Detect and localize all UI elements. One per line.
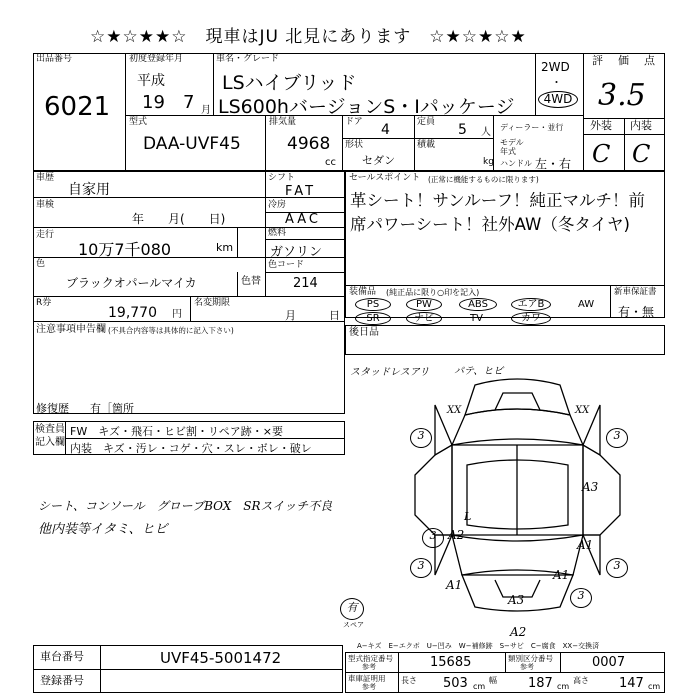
rec-expiry-label: 名変期限	[194, 298, 231, 308]
mark-a1-right: A1	[577, 538, 594, 552]
notes-label: 注意事項申告欄	[36, 324, 106, 335]
chassis-value: UVF45-5001472	[160, 649, 282, 667]
int-label: 内装	[630, 119, 652, 132]
load-unit: kg	[483, 157, 494, 167]
dealer-label: ディーラー・並行	[500, 123, 564, 132]
mark-3-rr: 3	[606, 558, 628, 578]
load-label: 積載	[417, 140, 436, 150]
drive-4wd-circle	[538, 91, 578, 108]
ext-score: C	[592, 140, 611, 168]
mark-a1-left: A1	[446, 578, 463, 592]
mark-l: L	[464, 510, 472, 523]
sales-text: 革シート！サンルーフ！純正マルチ！前席パワーシート！社外AW（冬タイヤ)	[350, 191, 645, 234]
length-label: 長さ	[401, 676, 417, 685]
color-code: 214	[293, 276, 318, 291]
model-label: 型式	[129, 117, 148, 127]
inspector-row-1: FW キズ・飛石・ヒビ割・リペア跡・×要	[70, 425, 283, 438]
mileage-label: 走行	[36, 230, 55, 240]
disp-unit: cc	[325, 157, 336, 168]
drive-2wd: 2WD	[541, 60, 570, 74]
mileage-unit: km	[216, 241, 234, 254]
inspector-row-2: 内装 キズ・汚レ・コゲ・穴・スレ・ボレ・破レ	[70, 442, 312, 455]
car-diagram	[395, 375, 640, 630]
car-grade: LS600hバージョンS・Iパッケージ	[218, 96, 515, 118]
equip-sr: SR	[355, 312, 391, 325]
height: 147	[619, 676, 644, 691]
unit-1: cm	[473, 682, 486, 691]
body-type: セダン	[362, 154, 396, 167]
lot-label: 出品番号	[36, 54, 73, 64]
score-value: 3.5	[598, 78, 646, 113]
history-value: 自家用	[68, 182, 110, 198]
sales-label: セールスポイント	[349, 173, 421, 183]
drive-dot: ・	[551, 76, 562, 89]
ext-label: 外装	[590, 119, 612, 132]
handle-label: ハンドル	[500, 159, 532, 168]
hand-top-2: パテ、ヒビ	[454, 366, 504, 377]
color-change-label: 色替	[241, 276, 261, 287]
length: 503	[443, 676, 468, 691]
first-reg-label: 初度登録年月	[129, 54, 184, 64]
new-car-label: 新車保証書	[614, 287, 657, 297]
regnum-label: 登録番号	[40, 674, 84, 687]
legend: A−キズ E−エクボ U−凹み W−補修跡 S−サビ C−腐食 XX−交換済	[357, 642, 600, 650]
rear-seat-label: 後日品	[349, 327, 379, 338]
door-label: ドア	[345, 117, 363, 127]
new-car-value: 有・無	[618, 305, 655, 319]
equip-airbag: エアB	[511, 298, 551, 311]
mark-3-fl: 3	[410, 428, 432, 448]
equip-aw: AW	[578, 299, 595, 310]
type-cert-label: 型式指定番号	[348, 654, 393, 663]
equip-navi: ナビ	[406, 312, 442, 325]
hand-note-1: シート、コンソール グローブBOX SRスイッチ不良	[38, 499, 333, 513]
era: 平成	[137, 73, 165, 89]
equip-pw: PW	[406, 298, 442, 311]
model-code: DAA-UVF45	[143, 134, 241, 154]
score-label: 評 価 点	[592, 54, 657, 67]
disp-label: 排気量	[269, 117, 297, 127]
unit-2: cm	[557, 682, 570, 691]
color-label: 色	[36, 259, 46, 269]
ref-3: 参考	[362, 683, 376, 691]
fuel-value: ガソリン	[270, 245, 323, 260]
mark-3-br: 3	[570, 588, 592, 608]
car-name-label: 車名・グレード	[216, 54, 280, 64]
inspection-text: 年 月( 日)	[132, 212, 226, 226]
mark-3-fr: 3	[606, 428, 628, 448]
equipment-note: (純正品に限り○印を記入)	[386, 288, 480, 297]
recycle-value: 19,770	[108, 305, 157, 321]
inspector-label-2: 記入欄	[35, 437, 65, 448]
equip-leather: カワ	[511, 312, 551, 325]
doors: 4	[381, 122, 390, 138]
width-label: 幅	[489, 676, 497, 685]
body-label: 形状	[345, 140, 364, 150]
notes-note: (不具合内容等は具体的に記入下さい)	[108, 326, 234, 335]
inspection-label: 車検	[36, 200, 55, 210]
cooler-value: AAC	[285, 212, 321, 227]
rec-expiry-text: 月 日	[285, 309, 340, 322]
displacement: 4968	[287, 134, 331, 154]
repair-text: 有［箇所	[90, 402, 134, 415]
spare-label: スペア	[343, 621, 364, 629]
mark-3-rl: 3	[410, 558, 432, 578]
equip-abs: ABS	[459, 298, 497, 311]
equipment-label: 装備品	[349, 287, 377, 297]
type-cert: 15685	[430, 655, 472, 670]
sales-note: (正常に機能するものに限ります)	[428, 175, 539, 184]
int-score: C	[632, 140, 651, 168]
class-label: 類別区分番号	[508, 654, 553, 663]
shift-label: シフト	[268, 173, 296, 183]
history-label: 車歴	[36, 173, 55, 183]
reg-month: 7	[183, 92, 195, 113]
mark-xx-left: XX	[447, 405, 462, 416]
mark-a1-rr: A1	[553, 568, 570, 582]
cooler-label: 冷房	[268, 200, 287, 210]
rear-box	[345, 325, 665, 355]
fuel-label: 燃料	[268, 228, 287, 238]
lot-number: 6021	[44, 92, 111, 122]
inspector-label-1: 検査員	[35, 424, 65, 435]
color-code-label: 色コード	[268, 260, 305, 270]
mark-3-ml: 3	[422, 528, 444, 548]
mark-a3-rear: A3	[508, 593, 525, 607]
repair-label: 修復歴	[36, 402, 69, 415]
width: 187	[528, 676, 553, 691]
height-label: 高さ	[573, 676, 589, 685]
hand-top-1: スタッドレスアリ	[350, 367, 430, 378]
ref-1: 参考	[362, 663, 376, 671]
class-value: 0007	[592, 655, 626, 670]
cert-label: 車庫証明用	[348, 674, 386, 683]
banner: ☆★☆★★☆ 現車はJU 北見にあります ☆★☆★☆★	[90, 27, 527, 47]
recycle-label: R券	[36, 298, 52, 308]
reg-year: 19	[142, 92, 165, 113]
cap-unit: 人	[481, 127, 491, 138]
mark-a2-rear: A2	[510, 625, 527, 639]
mileage-value: 10万7千080	[78, 240, 172, 259]
color-value: ブラックオパールマイカ	[66, 276, 197, 290]
hand-note-2: 他内装等イタミ、ヒビ	[38, 522, 168, 537]
equip-tv: TV	[470, 313, 483, 324]
mark-a3-right: A3	[582, 480, 599, 494]
cap-label: 定員	[417, 117, 436, 127]
capacity: 5	[458, 122, 467, 138]
mark-a2-left: A2	[448, 528, 465, 542]
shift-value: FAT	[285, 184, 317, 199]
left-grid	[33, 171, 345, 414]
ref-2: 参考	[520, 663, 534, 671]
unit-3: cm	[648, 682, 661, 691]
chassis-label: 車台番号	[40, 650, 84, 663]
car-name: LSハイブリッド	[222, 72, 357, 94]
mark-xx-right: XX	[575, 405, 590, 416]
drive-4wd: 4WD	[543, 92, 573, 106]
spare-circle: 有	[340, 598, 364, 620]
reg-month-unit: 月	[201, 105, 211, 116]
model-year-label: モデル年式	[500, 138, 524, 156]
equip-ps: PS	[355, 298, 391, 311]
recycle-unit: 円	[172, 309, 182, 320]
handle: 左・右	[535, 157, 572, 171]
